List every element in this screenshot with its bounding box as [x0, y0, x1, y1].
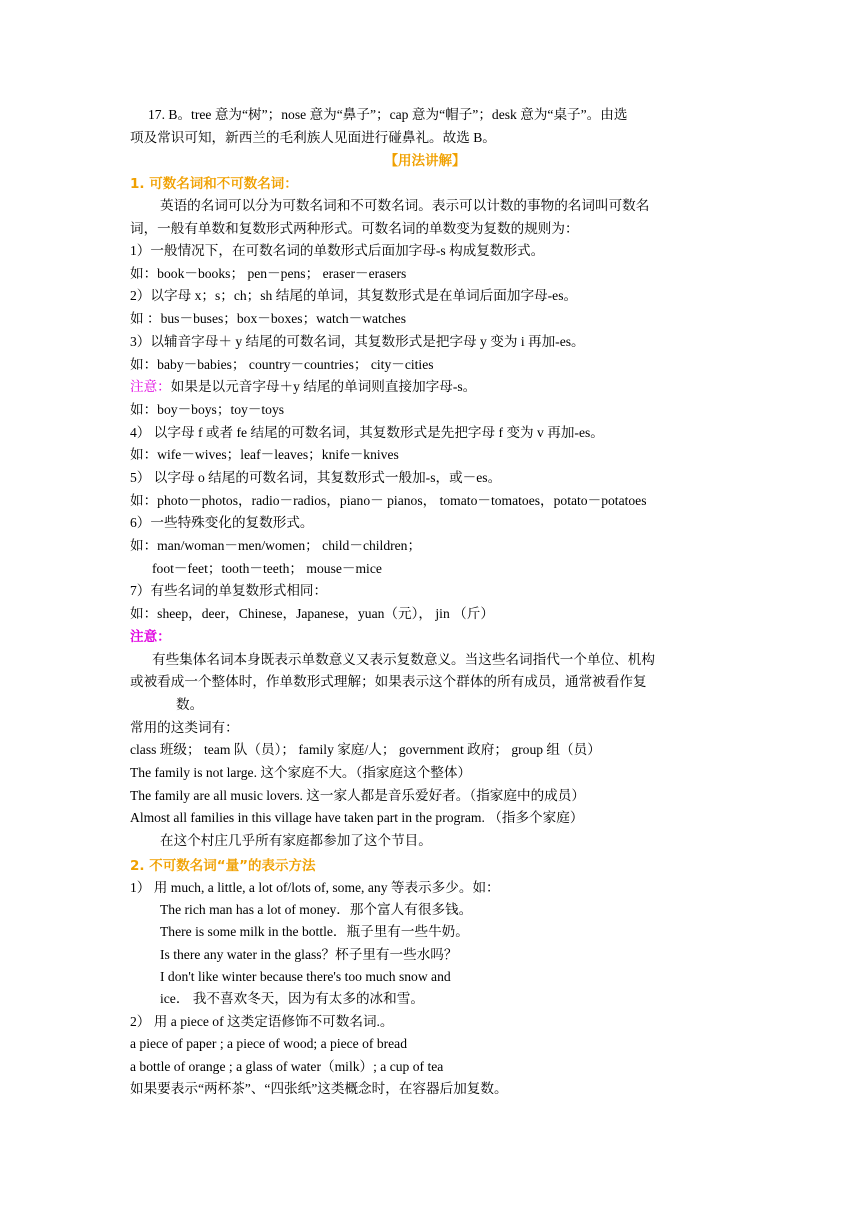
rule-2-example: 如 ：bus－buses；box－boxes；watch－watches [130, 311, 406, 326]
usage-1-example: Is there any water in the glass？杯子里有一些水吗？ [160, 947, 458, 962]
answer-17-line2: 项及常识可知，新西兰的毛利族人见面进行碰鼻礼。故选 B。 [130, 130, 496, 145]
rule-3: 3）以辅音字母＋ y 结尾的可数名词，其复数形式是把字母 y 变为 i 再加-es。 [130, 334, 585, 349]
paragraph-line: 词，一般有单数和复数形式两种形式。可数名词的单数变为复数的规则为： [130, 221, 579, 236]
heading-countable-uncountable: 1. 可数名词和不可数名词： [130, 176, 298, 192]
note-1-text: 如果是以元音字母＋y 结尾的单词则直接加字母-s。 [170, 379, 477, 394]
answer-17-line1: 17. B。tree 意为“树”；nose 意为“鼻子”；cap 意为“帽子”；desk 意为“桌子”。由选 [148, 107, 628, 122]
rule-7-example: 如：sheep，deer，Chinese，Japanese，yuan（元）， jin （斤） [130, 606, 494, 621]
usage-1-example: The rich man has a lot of money．那个富人有很多钱。 [160, 902, 473, 917]
note-1-example: 如：boy－boys；toy－toys [130, 402, 285, 417]
note-1 [130, 378, 476, 396]
rule-5-example: 如：photo－photos，radio－radios，piano－ pianos， tomato－tomatoes，potato－potatoes [130, 493, 647, 508]
rule-1-example: 如：book－books； pen－pens； eraser－erasers [130, 266, 407, 281]
note-2-label: 注意： [130, 629, 171, 645]
rule-6-example-2: foot－feet；tooth－teeth； mouse－mice [152, 561, 382, 576]
rule-6: 6）一些特殊变化的复数形式。 [130, 515, 314, 530]
collective-nouns-list: class 班级； team 队（员）； family 家庭/人； government 政府； group 组（员） [130, 742, 601, 757]
rule-4: 4） 以字母 f 或者 fe 结尾的可数名词，其复数形式是先把字母 f 变为 v 再加-es。 [130, 425, 604, 440]
rule-7: 7）有些名词的单复数形式相同： [130, 583, 328, 598]
note-2-line: 数。 [176, 697, 204, 712]
note-2-line: 有些集体名词本身既表示单数意义又表示复数意义。当这些名词指代一个单位、机构 [152, 652, 655, 667]
paragraph-line: 英语的名词可以分为可数名词和不可数名词。表示可以计数的事物的名词叫可数名 [160, 198, 650, 213]
usage-1-example: There is some milk in the bottle．瓶子里有一些牛奶。 [160, 924, 469, 939]
note-2-line: 或被看成一个整体时，作单数形式理解；如果表示这个群体的所有成员，通常被看作复 [130, 674, 647, 689]
rule-6-example-1: 如：man/woman－men/women； child－children； [130, 538, 422, 553]
rule-4-example: 如：wife－wives；leaf－leaves；knife－knives [130, 447, 399, 462]
usage-2-example: a bottle of orange ; a glass of water（milk）; a cup of tea [130, 1059, 444, 1074]
usage-2-note: 如果要表示“两杯茶”、“四张纸”这类概念时，在容器后加复数。 [130, 1081, 508, 1096]
heading-uncountable-quantity: 2. 不可数名词“量”的表示方法 [130, 858, 316, 874]
usage-2-example: a piece of paper ; a piece of wood; a piece of bread [130, 1036, 408, 1051]
usage-1-example: ice． 我不喜欢冬天，因为有太多的冰和雪。 [160, 991, 424, 1006]
usage-1: 1） 用 much, a little, a lot of/lots of, some, any 等表示多少。如： [130, 880, 500, 895]
example-translation: 在这个村庄几乎所有家庭都参加了这个节目。 [160, 833, 432, 848]
usage-1-example: I don't like winter because there's too much snow and [160, 969, 451, 984]
rule-2: 2）以字母 x；s；ch；sh 结尾的单词，其复数形式是在单词后面加字母-es。 [130, 288, 578, 303]
example-sentence: The family are all music lovers. 这一家人都是音乐爱好者。（指家庭中的成员） [130, 788, 585, 803]
example-sentence: Almost all families in this village have taken part in the program. （指多个家庭） [130, 810, 584, 825]
note-1-label: 注意： [130, 379, 171, 394]
rule-3-example: 如：baby－babies； country－countries； city－cities [130, 357, 434, 372]
rule-1: 1）一般情况下，在可数名词的单数形式后面加字母-s 构成复数形式。 [130, 243, 545, 258]
section-title: 【用法讲解】 [384, 153, 466, 169]
example-sentence: The family is not large. 这个家庭不大。（指家庭这个整体） [130, 765, 472, 780]
rule-5: 5） 以字母 o 结尾的可数名词，其复数形式一般加-s，或－es。 [130, 470, 502, 485]
common-words-intro: 常用的这类词有： [130, 720, 239, 735]
usage-2: 2） 用 a piece of 这类定语修饰不可数名词.。 [130, 1014, 394, 1029]
